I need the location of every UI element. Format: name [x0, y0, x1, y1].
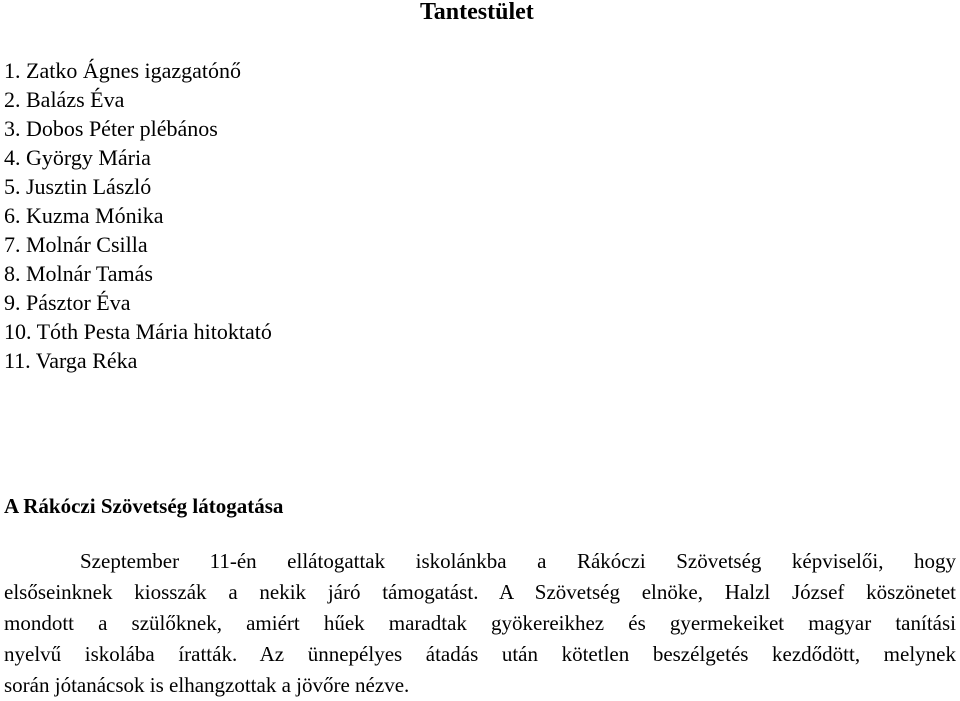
page-title: Tantestület	[420, 0, 534, 25]
article-paragraph	[4, 546, 956, 701]
list-item: 11. Varga Réka	[4, 348, 138, 373]
list-item: 2. Balázs Éva	[4, 87, 125, 112]
paragraph-line: nyelvű iskolába íratták. Az ünnepélyes átadás után kötetlen beszélgetés kezdődött, melynek	[4, 642, 956, 666]
list-item: 9. Pásztor Éva	[4, 290, 131, 315]
list-item: 7. Molnár Csilla	[4, 232, 148, 257]
list-item: 3. Dobos Péter plébános	[4, 116, 218, 141]
staff-list	[4, 56, 272, 375]
paragraph-line: Szeptember 11-én ellátogattak iskolánkba a Rákóczi Szövetség képviselői, hogy	[80, 549, 956, 573]
paragraph-line: elsőseinknek kiosszák a nekik járó támogatást. A Szövetség elnöke, Halzl József köszönetet	[4, 580, 956, 604]
section-heading: A Rákóczi Szövetség látogatása	[4, 494, 284, 518]
paragraph-line: során jótanácsok is elhangzottak a jövőre nézve.	[4, 673, 410, 697]
list-item: 8. Molnár Tamás	[4, 261, 153, 286]
list-item: 6. Kuzma Mónika	[4, 203, 164, 228]
list-item: 1. Zatko Ágnes igazgatónő	[4, 58, 242, 83]
paragraph-line: mondott a szülőknek, amiért hűek maradtak gyökereikhez és gyermekeiket magyar tanítási	[4, 611, 956, 635]
list-item: 4. György Mária	[4, 145, 151, 170]
list-item: 5. Jusztin László	[4, 174, 152, 199]
list-item: 10. Tóth Pesta Mária hitoktató	[4, 319, 272, 344]
